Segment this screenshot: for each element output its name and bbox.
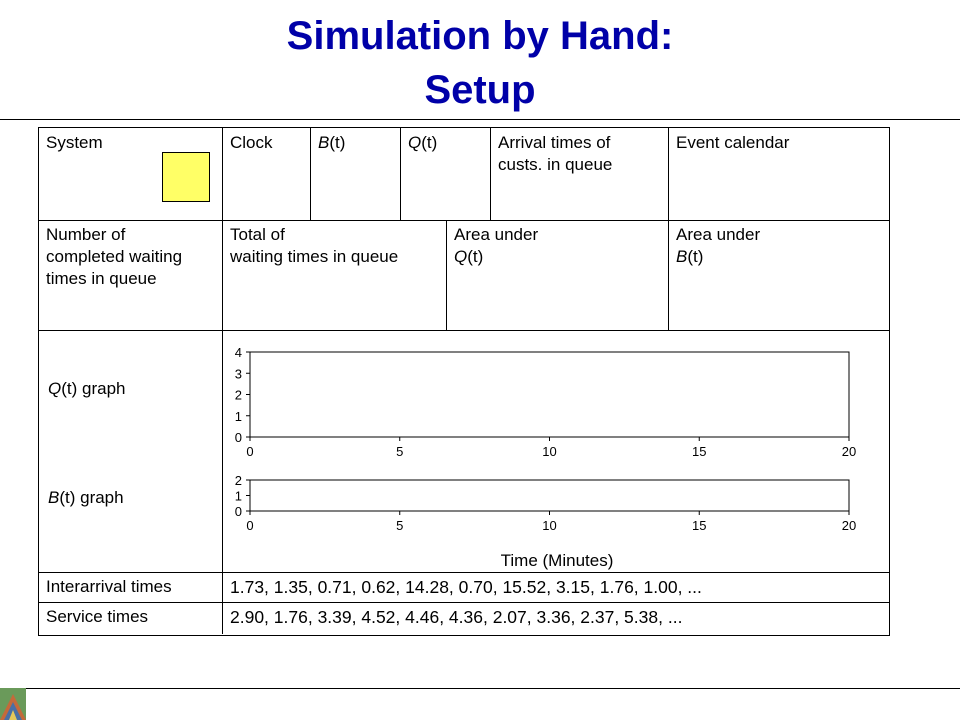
- x-axis-title: Time (Minutes): [500, 551, 614, 570]
- x-tick-label: 10: [542, 444, 557, 459]
- service-times-label: Service times: [46, 607, 149, 626]
- q-graph-label: Q(t) graph: [48, 379, 126, 398]
- y-tick-label: 2: [234, 387, 242, 403]
- slide-title-line-2: Setup: [424, 68, 536, 112]
- service-times-values: 2.90, 1.76, 3.39, 4.52, 4.46, 4.36, 2.07, 3.36, 2.37, 5.38, ...: [230, 607, 683, 627]
- y-tick-label: 0: [234, 504, 242, 519]
- footer-divider: [0, 688, 960, 689]
- x-tick-label: 5: [396, 518, 404, 533]
- y-tick-label: 1: [234, 408, 242, 424]
- x-tick-label: 10: [542, 518, 557, 533]
- corner-logo-icon: [0, 688, 26, 720]
- slide-title-line-1: Simulation by Hand:: [286, 14, 674, 58]
- completed-waiting-times-label: Number of completed waiting times in queue: [46, 225, 183, 288]
- y-tick-label: 2: [234, 473, 242, 488]
- x-tick-label: 0: [246, 518, 254, 533]
- area-under-b-label: Area under B(t): [676, 225, 761, 266]
- q-graph-chart: [235, 345, 856, 459]
- b-graph-label: B(t) graph: [48, 488, 124, 507]
- plot-area: [250, 480, 849, 511]
- total-waiting-times-label: Total of waiting times in queue: [230, 225, 399, 266]
- interarrival-times-label: Interarrival times: [46, 577, 172, 596]
- x-tick-label: 20: [841, 518, 857, 533]
- system-label: System: [46, 133, 103, 152]
- arrival-times-label: Arrival times of custs. in queue: [498, 133, 613, 174]
- event-calendar-label: Event calendar: [676, 133, 790, 152]
- x-tick-label: 20: [841, 444, 857, 459]
- x-tick-label: 15: [692, 444, 707, 459]
- x-tick-label: 15: [692, 518, 707, 533]
- y-tick-label: 3: [234, 366, 242, 382]
- b-graph-chart: [235, 473, 856, 533]
- area-under-q-label: Area under Q(t): [454, 225, 539, 266]
- y-tick-label: 1: [234, 488, 242, 504]
- plot-area: [250, 352, 849, 437]
- x-tick-label: 5: [396, 444, 404, 459]
- y-tick-label: 4: [234, 345, 242, 360]
- q-of-t-label: Q(t): [408, 133, 438, 152]
- clock-label: Clock: [230, 133, 273, 152]
- y-tick-label: 0: [234, 430, 242, 445]
- x-tick-label: 0: [246, 444, 254, 459]
- b-of-t-label: B(t): [318, 133, 346, 152]
- interarrival-times-values: 1.73, 1.35, 0.71, 0.62, 14.28, 0.70, 15.52, 3.15, 1.76, 1.00, ...: [230, 577, 702, 597]
